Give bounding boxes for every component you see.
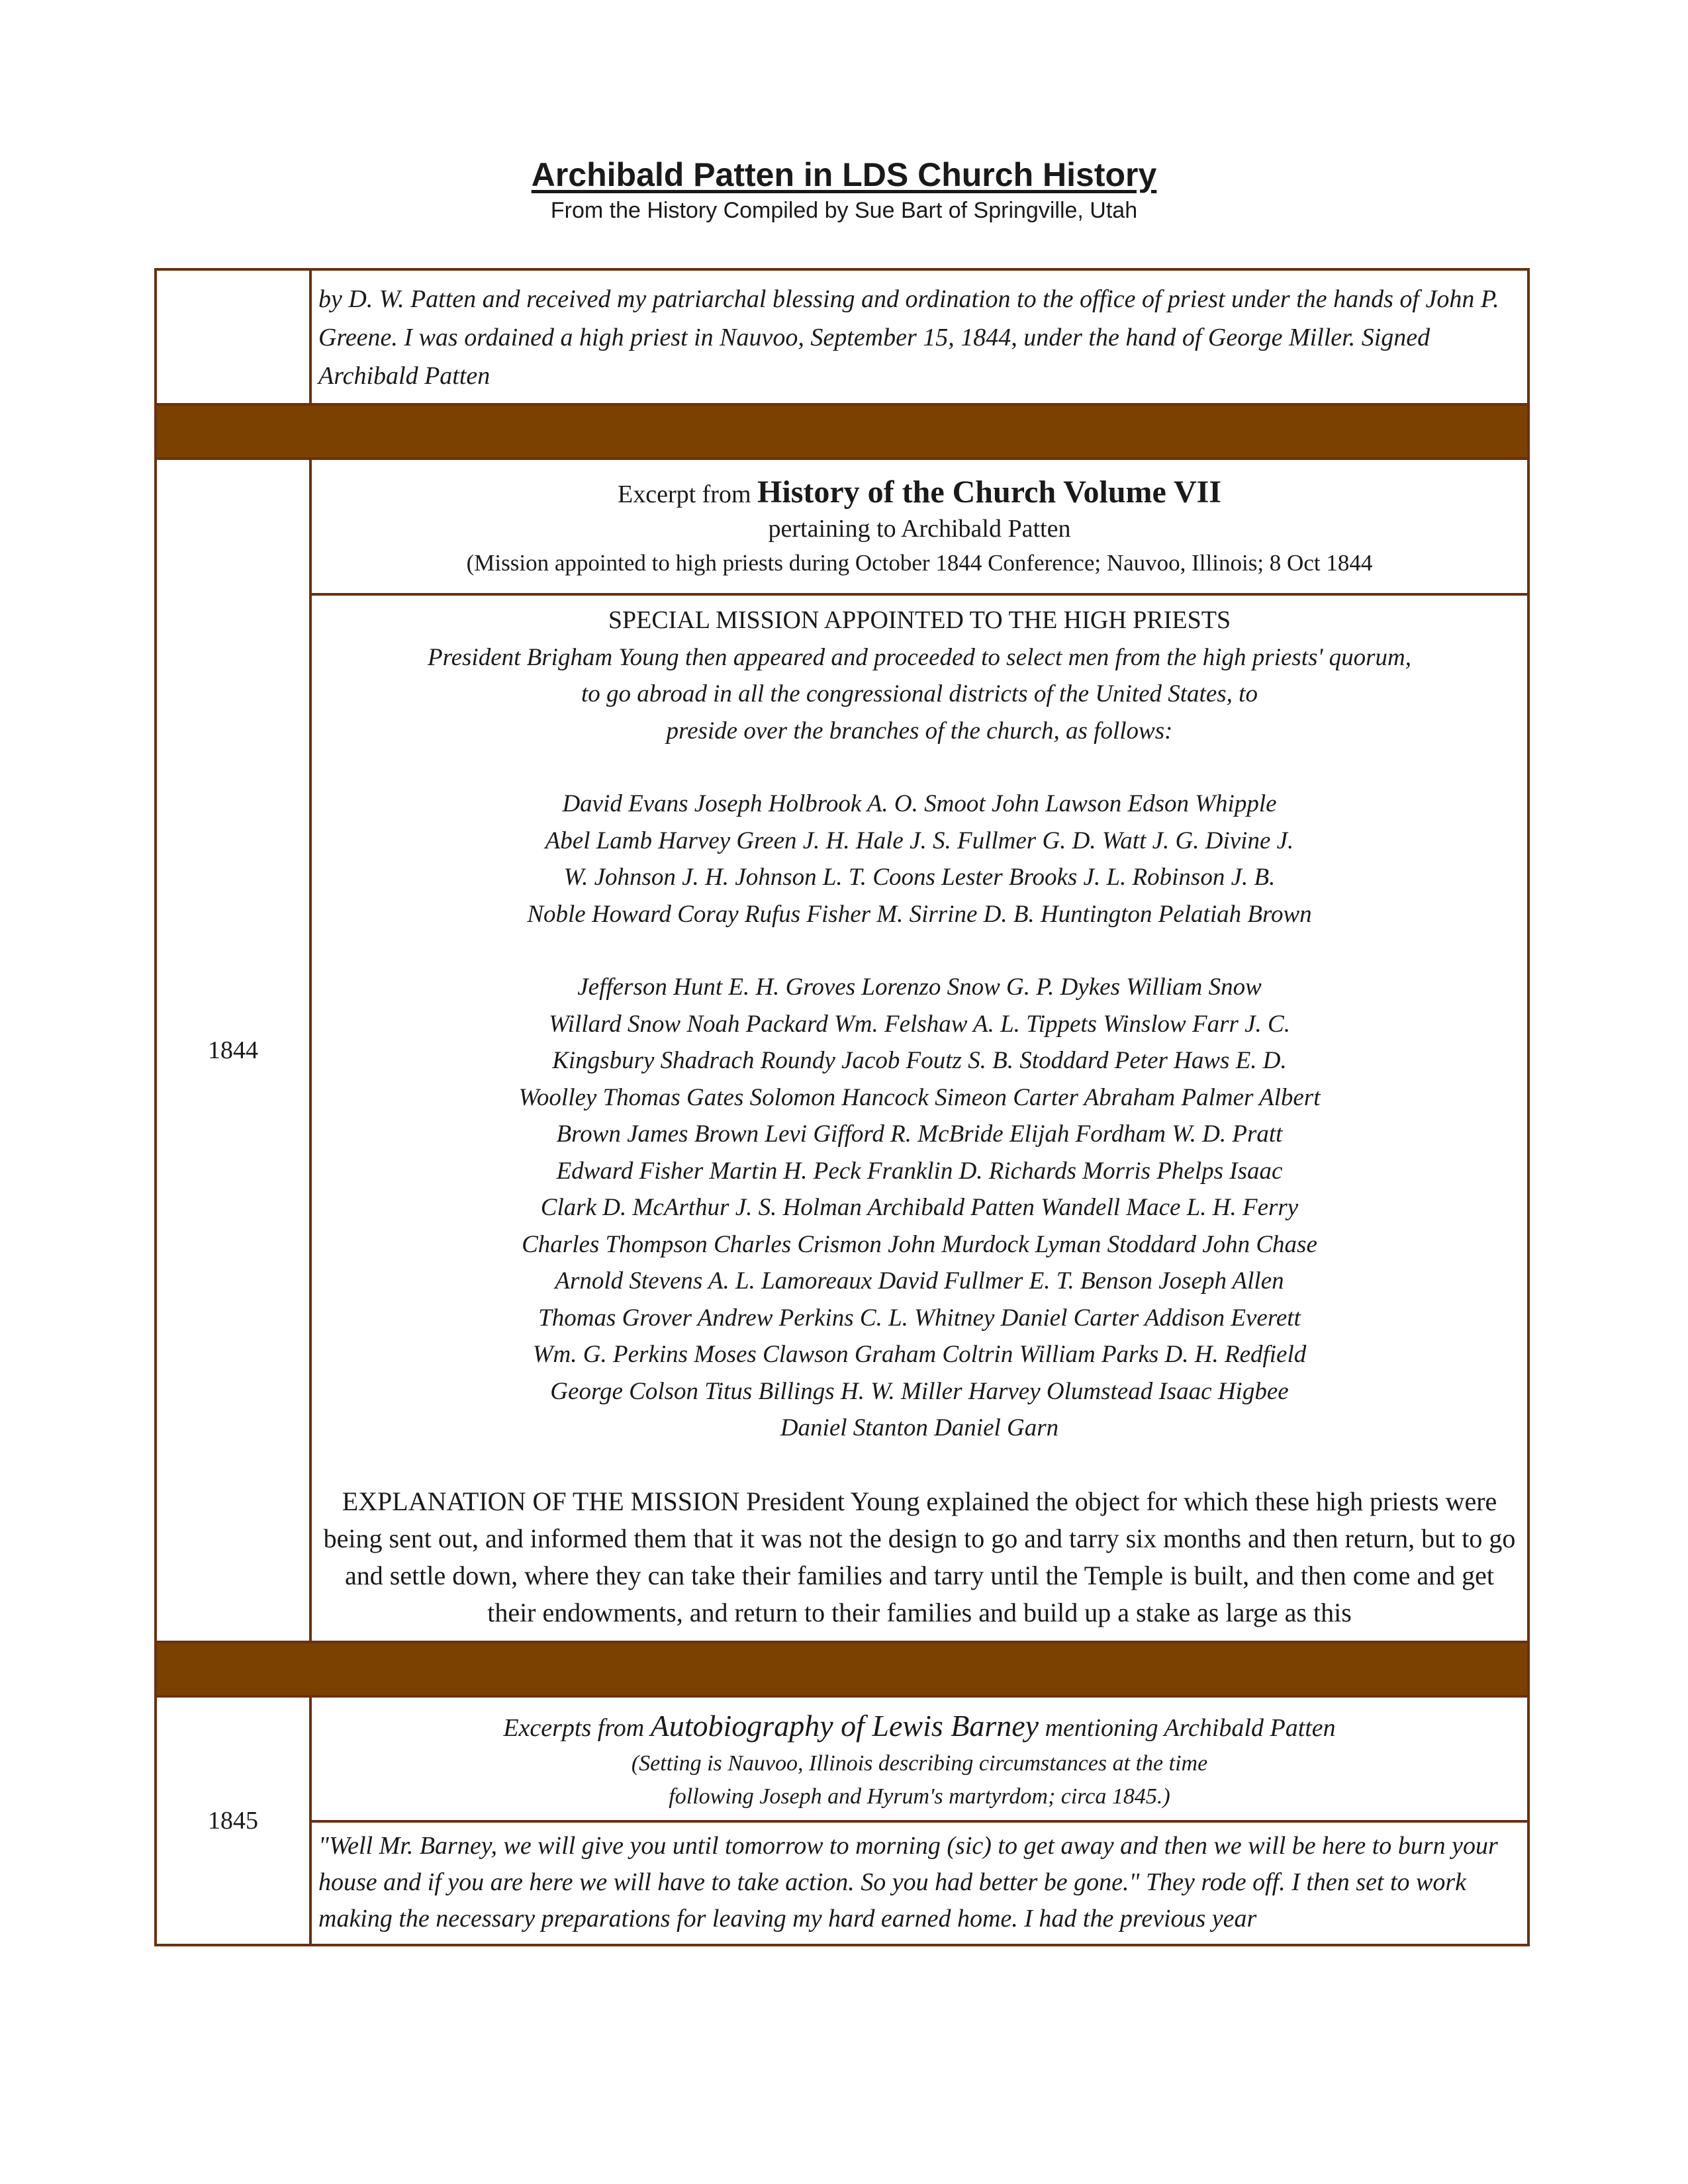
name-line: David Evans Joseph Holbrook A. O. Smoot John Lawson Edson Whipple <box>562 790 1277 817</box>
separator-row <box>156 1642 1528 1696</box>
table-row <box>156 459 1528 594</box>
barney-quote: "Well Mr. Barney, we will give you until tomorrow to morning (sic) to get away and then we will be here to burn your house and if you are here we will have to take action. So you had better be gone." They rode off. I then set to work making the necessary preparations for leaving my hard earned home. I had the previous year <box>310 1821 1528 1945</box>
setting-line: (Setting is Nauvoo, Illinois describing circumstances at the time <box>631 1751 1208 1776</box>
name-line: Woolley Thomas Gates Solomon Hancock Simeon Carter Abraham Palmer Albert <box>518 1083 1321 1111</box>
name-line: Brown James Brown Levi Gifford R. McBride Elijah Fordham W. D. Pratt <box>556 1120 1283 1148</box>
name-line: Kingsbury Shadrach Roundy Jacob Foutz S. B. Stoddard Peter Haws E. D. <box>552 1047 1287 1074</box>
names-list-1 <box>320 786 1519 933</box>
spacer <box>320 749 1519 786</box>
table-row <box>156 1696 1528 1821</box>
name-line: Arnold Stevens A. L. Lamoreaux David Fullmer E. T. Benson Joseph Allen <box>555 1267 1284 1295</box>
year-cell: 1844 <box>156 459 310 1642</box>
table-row <box>156 594 1528 1642</box>
blessing-text: by D. W. Patten and received my patriarchal blessing and ordination to the office of priest under the hands of John P. Greene. I was ordained a high priest in Nauvoo, September 15, 1844, under the hand of George Miller. Signed Archibald Patten <box>310 269 1528 404</box>
separator-bar <box>156 1642 1528 1696</box>
mission-heading: SPECIAL MISSION APPOINTED TO THE HIGH PRIESTS <box>608 606 1231 634</box>
mission-intro <box>320 639 1519 750</box>
barney-excerpt-header <box>310 1696 1528 1821</box>
names-list-2 <box>320 969 1519 1447</box>
year-cell: 1845 <box>156 1696 310 1945</box>
name-line: Wm. G. Perkins Moses Clawson Graham Coltrin William Parks D. H. Redfield <box>532 1341 1307 1368</box>
separator-bar <box>156 404 1528 459</box>
name-line: Thomas Grover Andrew Perkins C. L. Whitney Daniel Carter Addison Everett <box>538 1304 1301 1332</box>
barney-prefix: Excerpts from <box>503 1713 651 1742</box>
separator-row <box>156 404 1528 459</box>
setting-line: following Joseph and Hyrum's martyrdom; circa 1845.) <box>669 1784 1170 1809</box>
name-line: Abel Lamb Harvey Green J. H. Hale J. S. Fullmer G. D. Watt J. G. Divine J. <box>545 827 1294 854</box>
mission-cell <box>310 594 1528 1642</box>
name-line: Daniel Stanton Daniel Garn <box>780 1414 1059 1441</box>
spacer <box>320 1447 1519 1483</box>
excerpt-context: (Mission appointed to high priests during October 1844 Conference; Nauvoo, Illinois; 8 Oct 1844 <box>466 550 1373 576</box>
table-row <box>156 269 1528 404</box>
intro-line: President Brigham Young then appeared and proceeded to select men from the high priests' quorum, <box>427 643 1412 671</box>
mission-explanation: EXPLANATION OF THE MISSION President Young explained the object for which these high priests were being sent out, and informed them that it was not the design to go and tarry six months and then return, but to go and settle down, where they can take their families and tarry until the Temple is built, and then come and get their endowments, and return to their families and build up a stake as large as this <box>323 1486 1516 1627</box>
intro-line: to go abroad in all the congressional districts of the United States, to <box>581 680 1258 707</box>
name-line: Noble Howard Coray Rufus Fisher M. Sirrine D. B. Huntington Pelatiah Brown <box>527 900 1312 928</box>
intro-line: preside over the branches of the church, as follows: <box>666 717 1173 745</box>
excerpt-header <box>310 459 1528 594</box>
name-line: Edward Fisher Martin H. Peck Franklin D. Richards Morris Phelps Isaac <box>556 1157 1283 1185</box>
excerpt-book-title: History of the Church Volume VII <box>757 475 1221 510</box>
barney-book-title: Autobiography of Lewis Barney <box>650 1708 1039 1743</box>
page-subtitle: From the History Compiled by Sue Bart of Springville, Utah <box>550 198 1138 223</box>
page-header <box>0 154 1688 225</box>
name-line: Jefferson Hunt E. H. Groves Lorenzo Snow G. P. Dykes William Snow <box>577 974 1262 1001</box>
page-title: Archibald Patten in LDS Church History <box>531 156 1157 193</box>
barney-suffix: mentioning Archibald Patten <box>1039 1713 1336 1742</box>
name-line: Clark D. McArthur J. S. Holman Archibald Patten Wandell Mace L. H. Ferry <box>540 1194 1299 1221</box>
name-line: George Colson Titus Billings H. W. Miller Harvey Olumstead Isaac Higbee <box>550 1377 1289 1405</box>
table-row <box>156 1821 1528 1945</box>
spacer <box>320 933 1519 969</box>
year-cell <box>156 269 310 404</box>
name-line: Willard Snow Noah Packard Wm. Felshaw A. L. Tippets Winslow Farr J. C. <box>549 1010 1290 1038</box>
excerpt-pertaining: pertaining to Archibald Patten <box>768 515 1071 543</box>
history-table <box>154 268 1530 1946</box>
name-line: W. Johnson J. H. Johnson L. T. Coons Lester Brooks J. L. Robinson J. B. <box>563 864 1276 891</box>
name-line: Charles Thompson Charles Crismon John Murdock Lyman Stoddard John Chase <box>522 1230 1317 1258</box>
excerpt-prefix: Excerpt from <box>618 480 758 508</box>
